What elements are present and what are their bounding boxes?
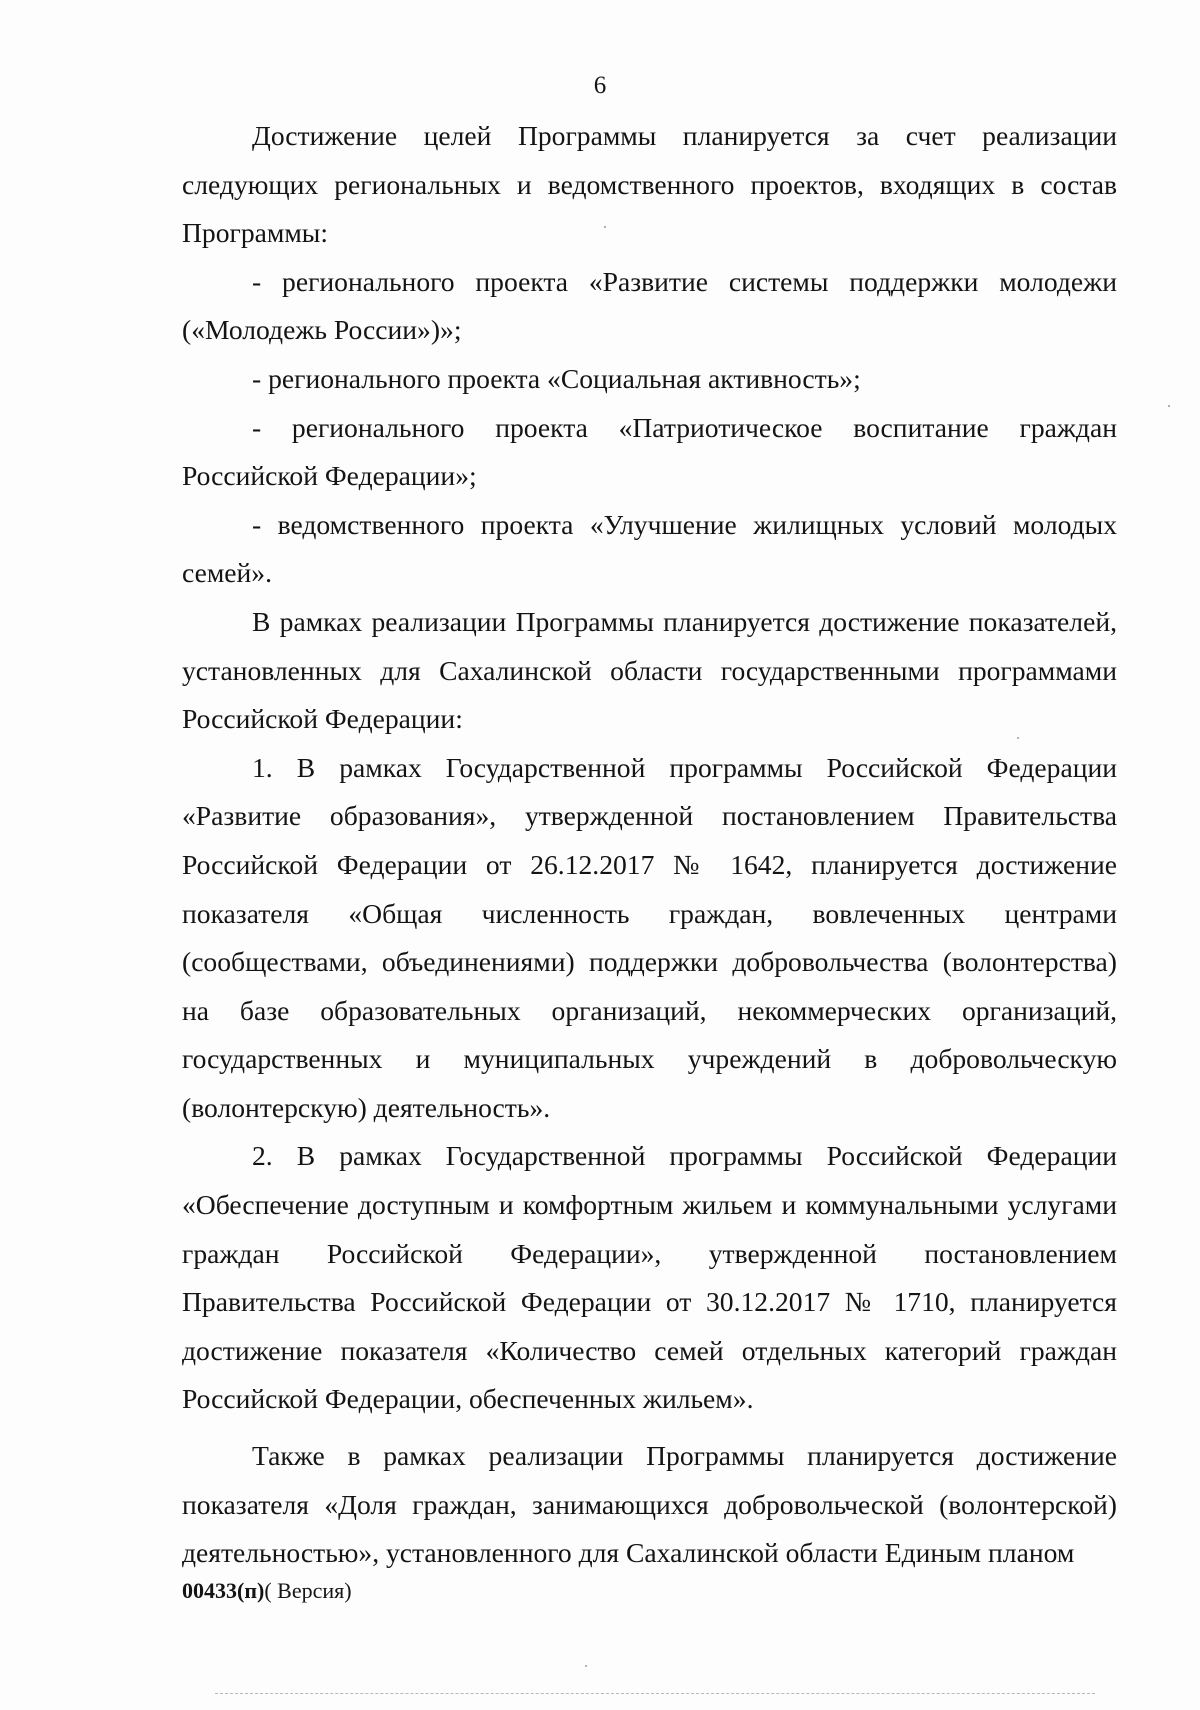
list-item-youth-project: - регионального проекта «Развитие системы поддержки молодежи («Молодежь России»)»;	[182, 265, 1117, 346]
paragraph-goals-intro: Достижение целей Программы планируется за счет реализации следующих региональных и ведомственного проектов, входящих в состав Программы:	[182, 120, 1117, 249]
paragraph-housing-program: 2. В рамках Государственной программы Российской Федерации «Обеспечение доступным и комфортным жильем и коммунальными услугами граждан Российской Федерации», утвержденной постановлением Правительства Российской Федерации от 30.12.2017 № 1710, планируется достижение показателя «Количество семей отдельных категорий граждан Российской Федерации, обеспеченных жильем».	[182, 1140, 1117, 1415]
scan-speck	[1168, 405, 1170, 407]
scan-speck	[604, 226, 606, 228]
page-number: 6	[593, 72, 607, 99]
list-item-housing-project: - ведомственного проекта «Улучшение жилищных условий молодых семей».	[182, 508, 1117, 589]
paragraph-education-program: 1. В рамках Государственной программы Российской Федерации «Развитие образования», утвержденной постановлением Правительства Российской Федерации от 26.12.2017 № 1642, планируется достижение показателя «Общая численность граждан, вовлеченных центрами (сообществами, объединениями) поддержки добровольчества (волонтерства) на базе образовательных организаций, некоммерческих организаций, государственных и муниципальных учреждений в добровольческую (волонтерскую) деятельность».	[182, 751, 1117, 1123]
scan-speck	[1017, 737, 1019, 739]
list-item-social-activity-project: - регионального проекта «Социальная активность»;	[252, 362, 861, 394]
document-version: ( Версия)	[264, 1578, 352, 1603]
document-body	[182, 112, 1117, 1578]
scan-speck	[585, 1665, 587, 1667]
document-footer	[182, 1578, 352, 1604]
list-item-patriotic-project: - регионального проекта «Патриотическое воспитание граждан Российской Федерации»;	[182, 411, 1117, 492]
paragraph-volunteer-share: Также в рамках реализации Программы планируется достижение показателя «Доля граждан, занимающихся добровольческой (волонтерской) деятельностью», установленного для Сахалинской области Единым планом	[182, 1440, 1117, 1569]
paragraph-indicators-intro: В рамках реализации Программы планируется достижение показателей, установленных для Сахалинской области государственными программами Российской Федерации:	[182, 605, 1117, 735]
scan-edge-line	[215, 1693, 1095, 1694]
document-code: 00433(п)	[182, 1578, 265, 1603]
